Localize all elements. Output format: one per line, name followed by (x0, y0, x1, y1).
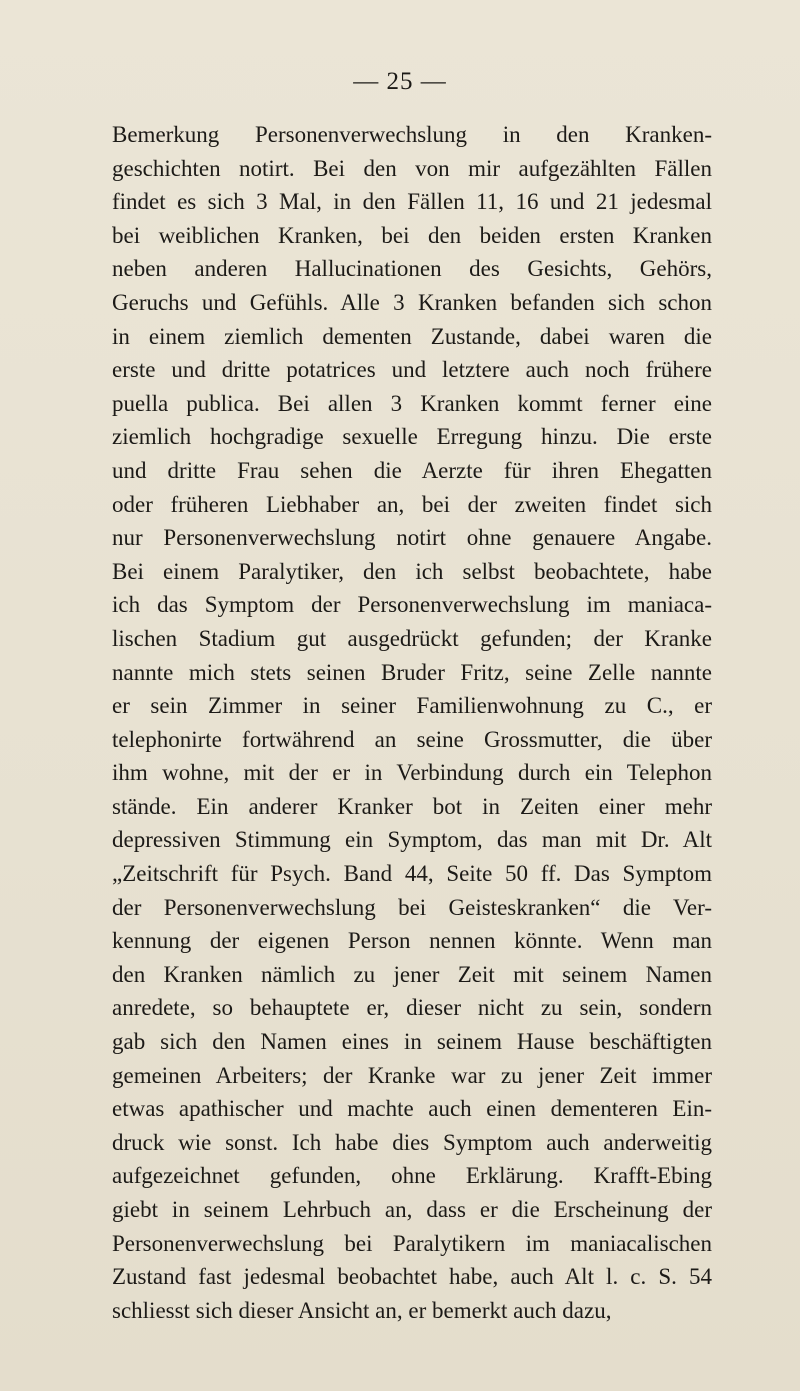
text-line: der Personenverwechslung bei Geisteskranken“ die Ver- (112, 894, 712, 920)
text-line: „Zeitschrift für Psych. Band 44, Seite 50 ff. Das Symptom (112, 861, 712, 887)
text-line: anredete, so behauptete er, dieser nicht zu sein, sondern (112, 995, 712, 1021)
text-line: er sein Zimmer in seiner Familienwohnung zu C., er (112, 693, 712, 719)
text-line: geschichten notirt. Bei den von mir aufgezählten Fällen (112, 155, 712, 181)
text-line: kennung der eigenen Person nennen könnte. Wenn man (112, 928, 712, 954)
text-line: depressiven Stimmung ein Symptom, das man mit Dr. Alt (112, 827, 712, 853)
text-line: stände. Ein anderer Kranker bot in Zeiten einer mehr (112, 793, 712, 819)
text-line: in einem ziemlich dementen Zustande, dabei waren die (112, 323, 712, 349)
text-line: gemeinen Arbeiters; der Kranke war zu jener Zeit immer (112, 1062, 712, 1088)
text-line: Zustand fast jedesmal beobachtet habe, auch Alt l. c. S. 54 (112, 1264, 712, 1290)
text-line: schliesst sich dieser Ansicht an, er bemerkt auch dazu, (112, 1297, 612, 1323)
body-text (112, 118, 712, 1327)
text-line: giebt in seinem Lehrbuch an, dass er die Erscheinung der (112, 1197, 712, 1222)
text-line: findet es sich 3 Mal, in den Fällen 11, 16 und 21 jedesmal (112, 189, 712, 215)
text-line: druck wie sonst. Ich habe dies Symptom auch anderweitig (112, 1129, 712, 1155)
text-line: Geruchs und Gefühls. Alle 3 Kranken befanden sich schon (112, 289, 712, 315)
page-number: — 25 — (353, 68, 447, 95)
text-line: oder früheren Liebhaber an, bei der zweiten findet sich (112, 491, 712, 517)
text-line: puella publica. Bei allen 3 Kranken kommt ferner eine (112, 390, 712, 416)
text-line: Personenverwechslung bei Paralytikern im maniacalischen (112, 1230, 712, 1256)
text-line: und dritte Frau sehen die Aerzte für ihren Ehegatten (112, 457, 712, 483)
text-line: gab sich den Namen eines in seinem Hause beschäftigten (112, 1029, 712, 1055)
text-line: ziemlich hochgradige sexuelle Erregung hinzu. Die erste (112, 424, 712, 450)
text-line: nannte mich stets seinen Bruder Fritz, seine Zelle nannte (112, 659, 712, 685)
text-line: telephonirte fortwährend an seine Grossmutter, die über (112, 726, 712, 752)
text-line: bei weiblichen Kranken, bei den beiden ersten Kranken (112, 222, 712, 248)
text-line: erste und dritte potatrices und letztere auch noch frühere (112, 357, 712, 383)
text-line: Bemerkung Personenverwechslung in den Kranken- (112, 122, 712, 147)
text-line: Bei einem Paralytiker, den ich selbst beobachtete, habe (112, 558, 712, 584)
text-line: den Kranken nämlich zu jener Zeit mit seinem Namen (112, 961, 712, 987)
text-line: ihm wohne, mit der er in Verbindung durch ein Telephon (112, 760, 712, 786)
text-line: lischen Stadium gut ausgedrückt gefunden; der Kranke (112, 625, 712, 651)
text-line: aufgezeichnet gefunden, ohne Erklärung. Krafft-Ebing (112, 1163, 712, 1189)
text-line: nur Personenverwechslung notirt ohne genauere Angabe. (112, 525, 712, 551)
text-line: neben anderen Hallucinationen des Gesichts, Gehörs, (112, 256, 712, 282)
text-line: ich das Symptom der Personenverwechslung im maniaca- (112, 592, 712, 618)
text-line: etwas apathischer und machte auch einen dementeren Ein- (112, 1096, 712, 1122)
